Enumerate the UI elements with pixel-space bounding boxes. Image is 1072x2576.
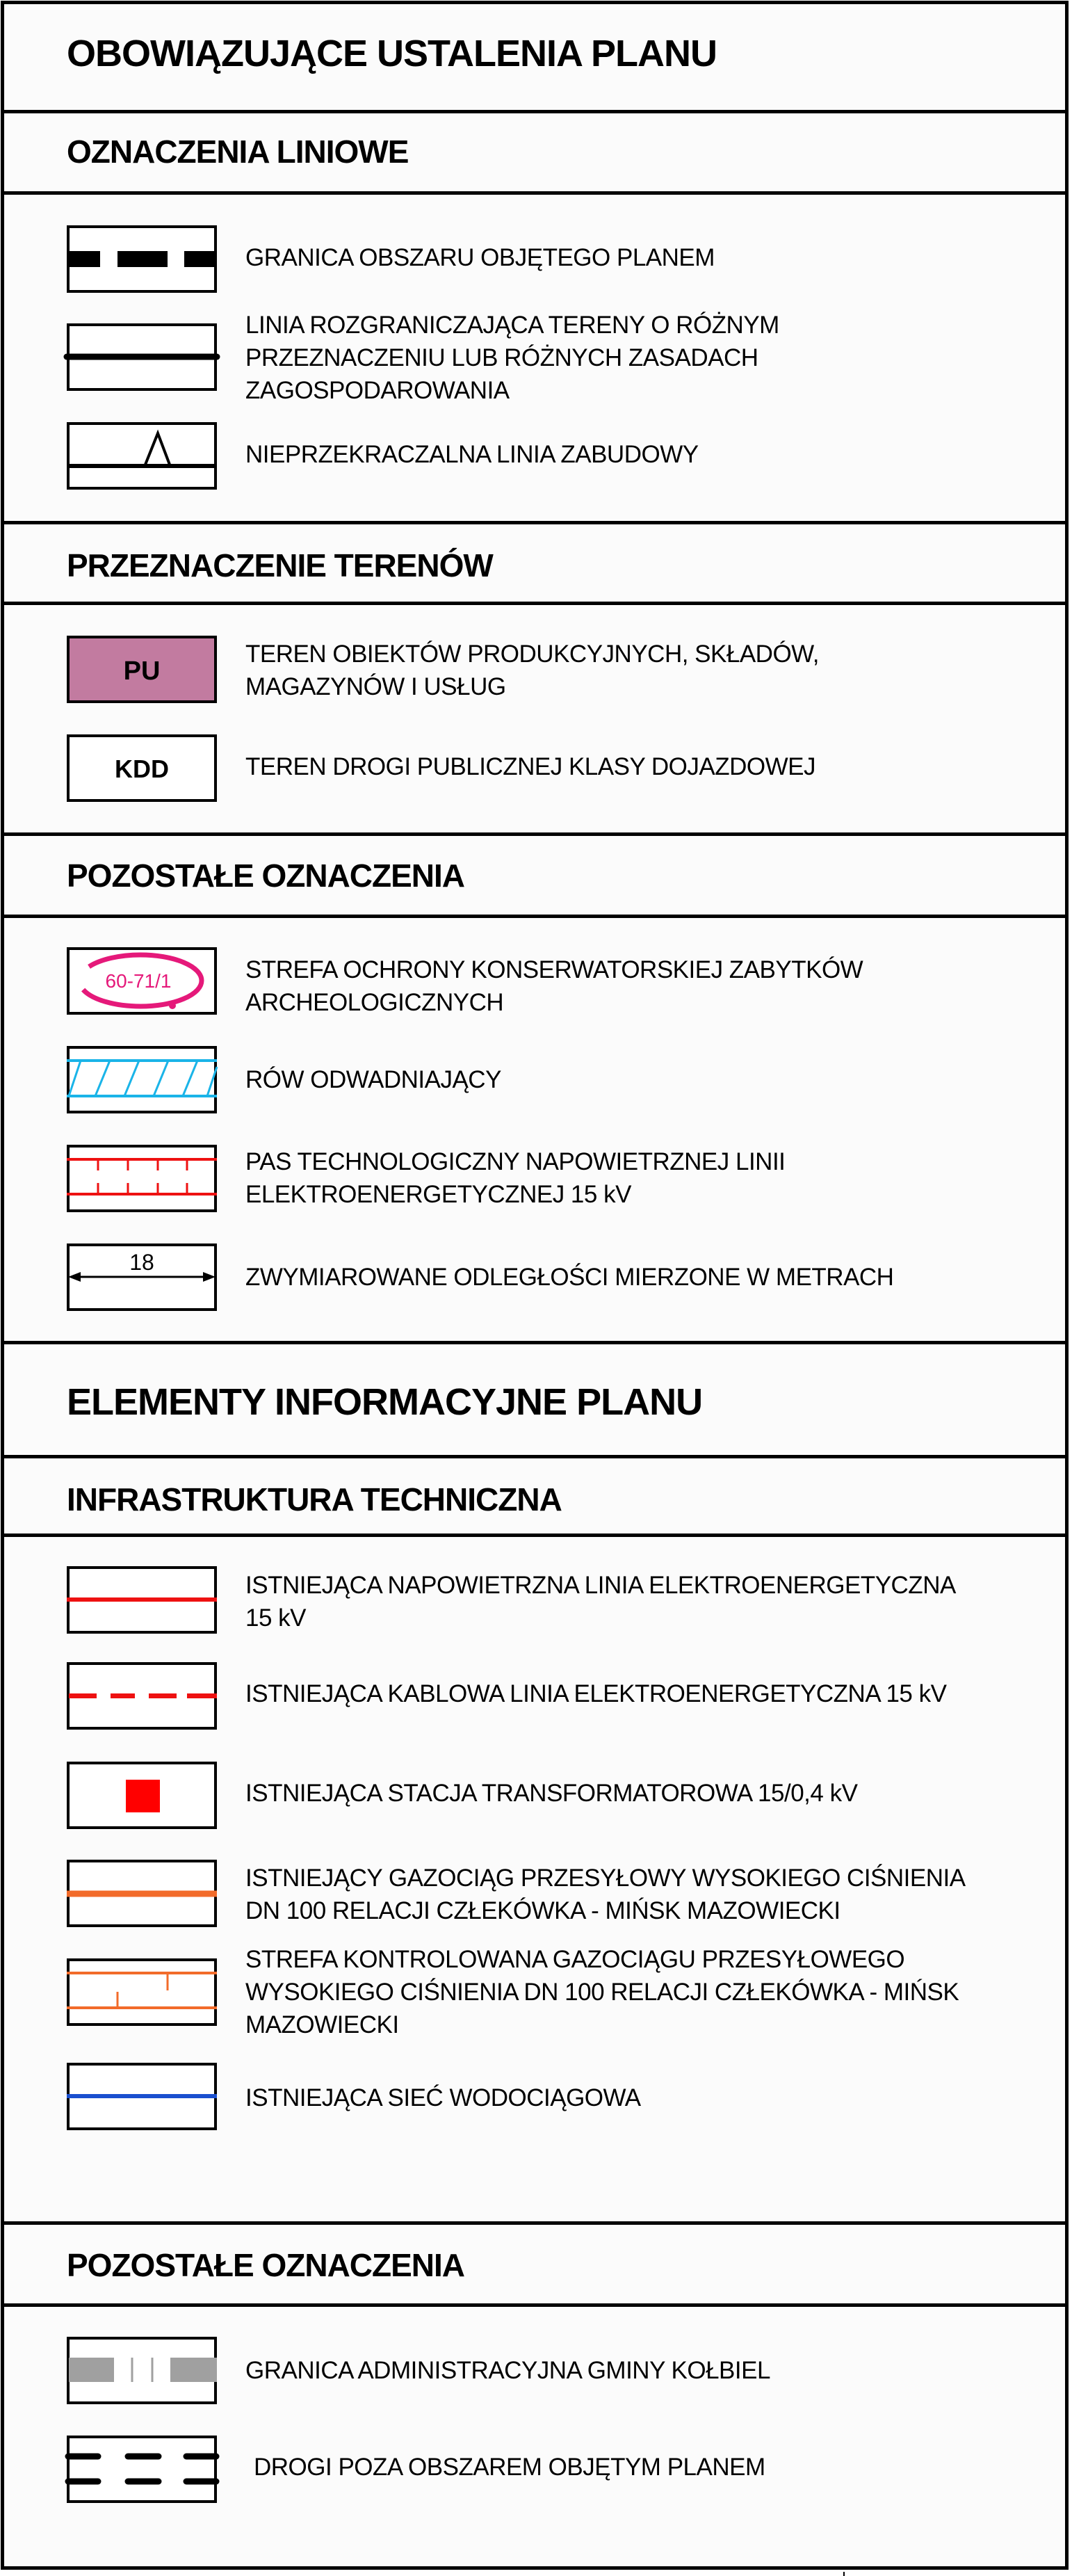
legend-item-dimension [245, 1261, 1052, 1294]
symbol-gas-pipeline-zone [67, 1958, 217, 2026]
legend-item-admin-boundary [245, 2354, 1052, 2387]
divider [1, 110, 1069, 113]
dimension-value: 18 [129, 1250, 154, 1275]
divider [1, 1533, 1069, 1537]
item-text: ISTNIEJĄCA NAPOWIETRZNA LINIA ELEKTROENERGETYCZNA [245, 1572, 956, 1599]
item-text: TEREN OBIEKTÓW PRODUKCYJNYCH, SKŁADÓW, [245, 641, 819, 668]
legend-item-water-network [245, 2082, 1052, 2114]
divider [1, 2303, 1069, 2307]
item-text: MAZOWIECKI [245, 2011, 399, 2038]
symbol-roads-outside-plan [67, 2436, 217, 2503]
item-text: NIEPRZEKRACZALNA LINIA ZABUDOWY [245, 441, 699, 468]
symbol-gas-pipeline [67, 1860, 217, 1927]
divider [1, 1455, 1069, 1458]
section-heading-other: POZOSTAŁE OZNACZENIA [67, 858, 465, 894]
symbol-dimension [67, 1243, 217, 1311]
symbol-plan-boundary [67, 225, 217, 293]
item-text: STREFA KONTROLOWANA GAZOCIĄGU PRZESYŁOWEGO [245, 1946, 905, 1973]
legend-item-roads-outside-plan [254, 2451, 1060, 2484]
divider [1, 2221, 1069, 2225]
divider [1, 191, 1069, 195]
symbol-drainage-ditch [67, 1046, 217, 1113]
divider [1, 602, 1069, 605]
legend-item-building-line [245, 438, 1052, 471]
legend-item-drainage-ditch [245, 1063, 1052, 1096]
frame-tick [843, 2572, 845, 2576]
divider [1, 521, 1069, 524]
section-heading-land-use: PRZEZNACZENIE TERENÓW [67, 547, 493, 583]
divider [1, 832, 1069, 836]
legend-item-power-line-corridor [245, 1145, 1052, 1211]
item-text: RÓW ODWADNIAJĄCY [245, 1066, 501, 1093]
symbol-kdd [67, 734, 217, 802]
item-text: TEREN DROGI PUBLICZNEJ KLASY DOJAZDOWEJ [245, 753, 815, 780]
item-text: ZWYMIAROWANE ODLEGŁOŚCI MIERZONE W METRACH [245, 1264, 894, 1291]
legend-item-demarcation-line [245, 309, 1052, 407]
symbol-building-line [67, 422, 217, 490]
symbol-power-line-corridor [67, 1145, 217, 1212]
legend-item-kdd [245, 750, 1052, 783]
info-title: ELEMENTY INFORMACYJNE PLANU [67, 1381, 703, 1423]
symbol-water-network [67, 2063, 217, 2130]
symbol-demarcation-line [67, 323, 217, 391]
item-text: PAS TECHNOLOGICZNY NAPOWIETRZNEJ LINII [245, 1148, 786, 1175]
item-text: PRZEZNACZENIU LUB RÓŻNYCH ZASADACH [245, 344, 758, 371]
symbol-transformer-station [67, 1762, 217, 1829]
divider [1, 915, 1069, 918]
item-text: ISTNIEJĄCA SIEĆ WODOCIĄGOWA [245, 2084, 641, 2111]
section-heading-linear: OZNACZENIA LINIOWE [67, 134, 409, 170]
divider [1, 1341, 1069, 1344]
item-text: ISTNIEJĄCY GAZOCIĄG PRZESYŁOWY WYSOKIEGO CIŚNIENIA [245, 1865, 966, 1892]
item-text: STREFA OCHRONY KONSERWATORSKIEJ ZABYTKÓW [245, 956, 863, 983]
item-text: LINIA ROZGRANICZAJĄCA TERENY O RÓŻNYM [245, 312, 779, 339]
item-text: ELEKTROENERGETYCZNEJ 15 kV [245, 1181, 631, 1208]
item-text: ISTNIEJĄCA KABLOWA LINIA ELEKTROENERGETYCZNA 15 kV [245, 1680, 947, 1707]
legend-item-archaeology-zone [245, 953, 1052, 1019]
section-heading-infrastructure: INFRASTRUKTURA TECHNICZNA [67, 1481, 562, 1518]
item-text: DN 100 RELACJI CZŁEKÓWKA - MIŃSK MAZOWIECKI [245, 1897, 840, 1924]
item-text: WYSOKIEGO CIŚNIENIA DN 100 RELACJI CZŁEKÓWKA - MIŃSK [245, 1979, 959, 2006]
legend-item-transformer-station [245, 1777, 1052, 1810]
archaeology-zone-label: 60-71/1 [105, 970, 172, 992]
legend-item-cable-power-line [245, 1677, 1052, 1710]
legend-item-plan-boundary [245, 241, 1052, 274]
symbol-cable-power-line [67, 1662, 217, 1730]
pu-code: PU [123, 657, 161, 686]
section-heading-other-info: POZOSTAŁE OZNACZENIA [67, 2247, 465, 2283]
symbol-admin-boundary [67, 2337, 217, 2404]
item-text: GRANICA ADMINISTRACYJNA GMINY KOŁBIEL [245, 2357, 770, 2384]
item-text: MAGAZYNÓW I USŁUG [245, 673, 506, 700]
legend-title: OBOWIĄZUJĄCE USTALENIA PLANU [67, 33, 717, 74]
symbol-overhead-power-line [67, 1566, 217, 1634]
item-text: ZAGOSPODAROWANIA [245, 377, 510, 404]
legend-item-gas-pipeline-zone [245, 1943, 1052, 2041]
legend-item-pu [245, 638, 1052, 703]
symbol-pu [67, 636, 217, 703]
item-text: ISTNIEJĄCA STACJA TRANSFORMATOROWA 15/0,4 kV [245, 1780, 858, 1807]
kdd-code: KDD [115, 755, 169, 783]
item-text: GRANICA OBSZARU OBJĘTEGO PLANEM [245, 244, 715, 271]
item-text: 15 kV [245, 1604, 306, 1632]
item-text: ARCHEOLOGICZNYCH [245, 989, 504, 1016]
legend-item-gas-pipeline [245, 1862, 1052, 1927]
item-text: DROGI POZA OBSZAREM OBJĘTYM PLANEM [254, 2454, 765, 2481]
symbol-archaeology-zone [67, 947, 217, 1015]
legend-item-overhead-power-line [245, 1569, 1052, 1634]
